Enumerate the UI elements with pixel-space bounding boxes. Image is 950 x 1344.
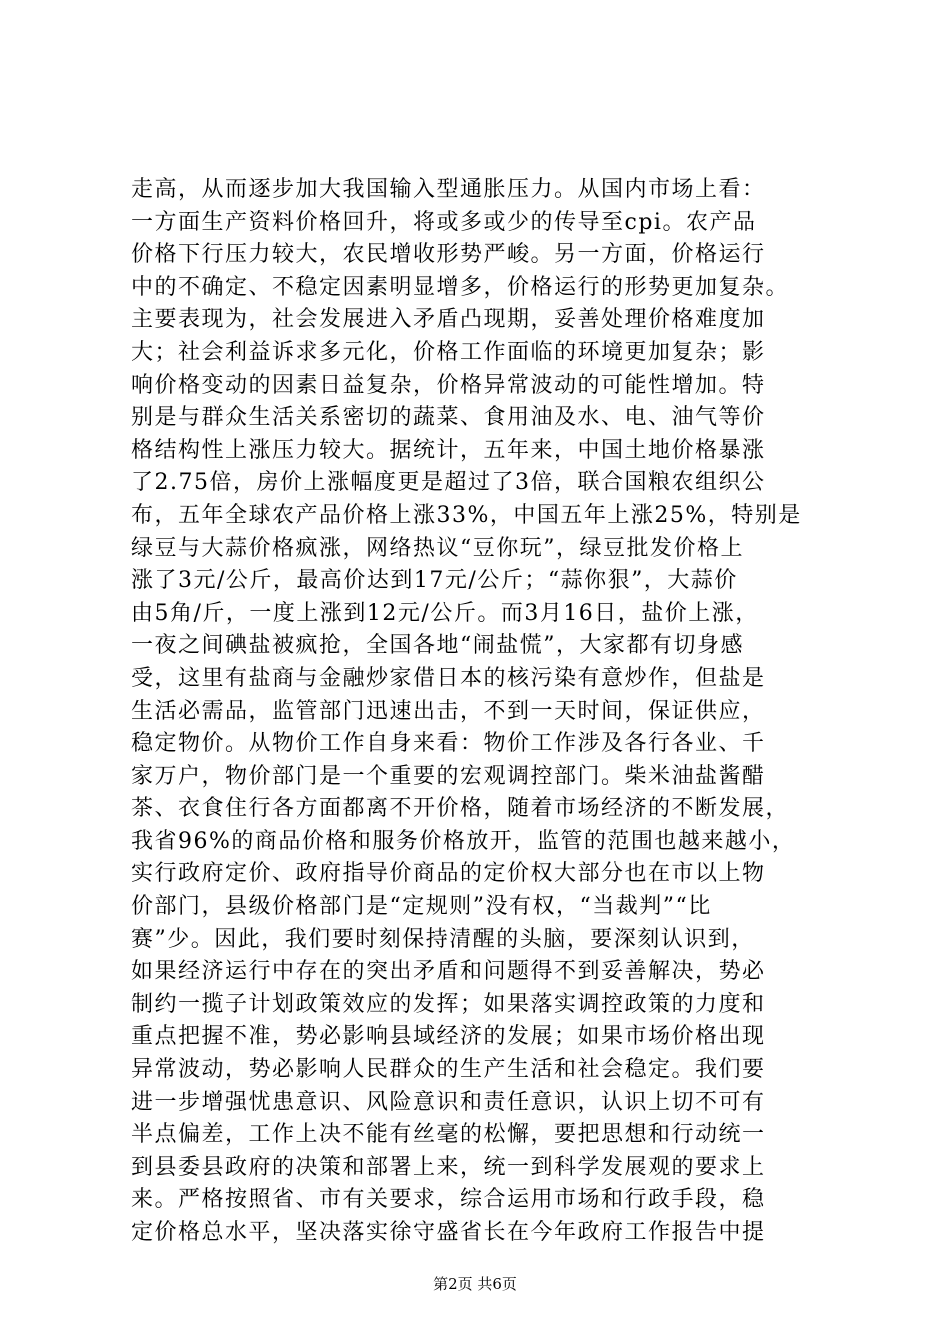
text-line: 布，五年全球农产品价格上涨33%，中国五年上涨25%，特别是 xyxy=(131,502,802,528)
text-line: 家万户，物价部门是一个重要的宏观调控部门。柴米油盐酱醋 xyxy=(131,763,766,789)
text-line: 涨了3元/公斤，最高价达到17元/公斤；“蒜你狠”，大蒜价 xyxy=(131,568,738,594)
text-line: 稳定物价。从物价工作自身来看：物价工作涉及各行各业、千 xyxy=(131,731,766,757)
text-line: 进一步增强忧患意识、风险意识和责任意识，认识上切不可有 xyxy=(131,1089,766,1115)
text-line: 重点把握不准，势必影响县域经济的发展；如果市场价格出现 xyxy=(131,1024,766,1050)
text-line: 定价格总水平，坚决落实徐守盛省长在今年政府工作报告中提 xyxy=(131,1220,766,1245)
text-line: 绿豆与大蒜价格疯涨，网络热议“豆你玩”，绿豆批发价格上 xyxy=(131,535,744,561)
text-line: 异常波动，势必影响人民群众的生产生活和社会稳定。我们要 xyxy=(131,1057,766,1083)
body-text xyxy=(131,174,851,1250)
text-line: 一方面生产资料价格回升，将或多或少的传导至cpi。农产品 xyxy=(131,209,757,235)
text-line: 格结构性上涨压力较大。据统计，五年来，中国土地价格暴涨 xyxy=(131,437,766,463)
text-line: 价部门，县级价格部门是“定规则”没有权，“当裁判”“比 xyxy=(131,894,712,920)
text-line: 生活必需品，监管部门迅速出击，不到一天时间，保证供应， xyxy=(131,698,766,724)
text-line: 到县委县政府的决策和部署上来，统一到科学发展观的要求上 xyxy=(131,1154,766,1180)
text-line: 别是与群众生活关系密切的蔬菜、食用油及水、电、油气等价 xyxy=(131,405,766,431)
text-line: 茶、衣食住行各方面都离不开价格，随着市场经济的不断发展， xyxy=(131,796,790,822)
text-line: 中的不确定、不稳定因素明显增多，价格运行的形势更加复杂。 xyxy=(131,274,790,300)
text-line: 了2.75倍，房价上涨幅度更是超过了3倍，联合国粮农组织公 xyxy=(131,470,766,496)
text-line: 半点偏差，工作上决不能有丝毫的松懈，要把思想和行动统一 xyxy=(131,1122,766,1148)
text-line: 赛”少。因此，我们要时刻保持清醒的头脑，要深刻认识到， xyxy=(131,926,755,952)
text-line: 我省96%的商品价格和服务价格放开，监管的范围也越来越小， xyxy=(131,828,796,854)
text-line: 制约一揽子计划政策效应的发挥；如果落实调控政策的力度和 xyxy=(131,991,766,1017)
text-line: 响价格变动的因素日益复杂，价格异常波动的可能性增加。特 xyxy=(131,372,766,398)
page-number-footer: 第2页 共6页 xyxy=(433,1275,517,1293)
text-line: 实行政府定价、政府指导价商品的定价权大部分也在市以上物 xyxy=(131,861,766,887)
text-line: 受，这里有盐商与金融炒家借日本的核污染有意炒作，但盐是 xyxy=(131,665,766,691)
text-line: 价格下行压力较大，农民增收形势严峻。另一方面，价格运行 xyxy=(131,242,766,268)
text-line: 一夜之间碘盐被疯抢，全国各地“闹盐慌”，大家都有切身感 xyxy=(131,633,744,659)
text-line: 走高，从而逐步加大我国输入型通胀压力。从国内市场上看： xyxy=(131,177,766,202)
text-line: 大；社会利益诉求多元化，价格工作面临的环境更加复杂；影 xyxy=(131,339,766,365)
text-line: 来。严格按照省、市有关要求，综合运用市场和行政手段，稳 xyxy=(131,1187,766,1213)
text-line: 主要表现为，社会发展进入矛盾凸现期，妥善处理价格难度加 xyxy=(131,307,766,333)
text-line: 由5角/斤，一度上涨到12元/公斤。而3月16日，盐价上涨， xyxy=(131,600,759,626)
text-line: 如果经济运行中存在的突出矛盾和问题得不到妥善解决，势必 xyxy=(131,959,766,985)
